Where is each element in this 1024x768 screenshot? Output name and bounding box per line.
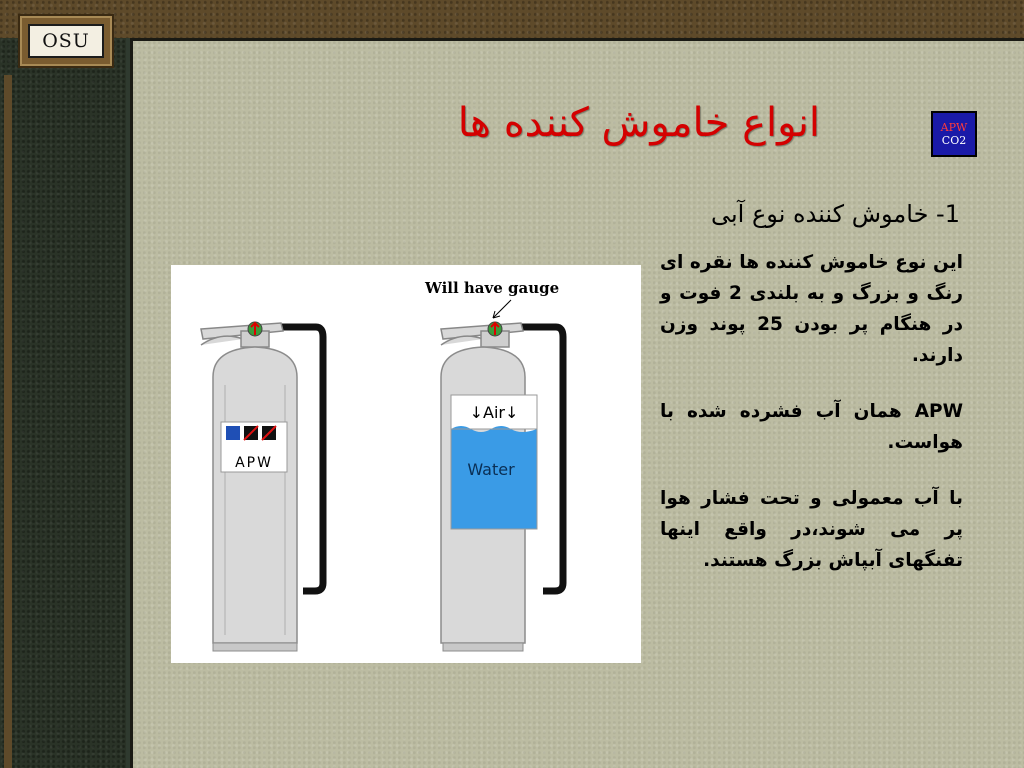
left-band-edge: [4, 75, 12, 768]
apw-co2-badge: [931, 111, 977, 157]
osu-logo-text: OSU: [42, 30, 90, 52]
extinguisher-figure: [171, 265, 641, 663]
apw-extinguisher-icon: [201, 322, 323, 651]
left-band: [0, 38, 126, 768]
gauge-label: Will have gauge: [425, 279, 560, 297]
slide-title: انواع خاموش کننده ها: [457, 100, 820, 146]
water-label: Water: [467, 460, 515, 479]
top-band: [0, 0, 1024, 38]
badge-line-2: CO2: [941, 134, 967, 147]
body-text: [660, 247, 963, 601]
section-heading: 1- خاموش کننده نوع آبی: [711, 200, 960, 228]
water-extinguisher-icon: [441, 322, 563, 651]
extinguisher-drawing: [171, 265, 641, 663]
air-label: ↓Air↓: [469, 403, 519, 422]
paragraph-3: با آب معمولی و تحت فشار هوا پر می شوند،در واقع اینها تفنگهای آبپاش بزرگ هستند.: [660, 488, 963, 571]
paragraph-2: APW همان آب فشرده شده با هواست.: [660, 401, 963, 453]
osu-logo-plate: [28, 24, 104, 58]
badge-line-1: APW: [940, 121, 968, 134]
paragraph-1: این نوع خاموش کننده ها نقره ای رنگ و بزرگ و به بلندی 2 فوت و در هنگام پر بودن 25 پوند وزن دارند.: [660, 252, 964, 366]
osu-logo: [18, 14, 114, 68]
apw-label: APW: [235, 455, 273, 471]
